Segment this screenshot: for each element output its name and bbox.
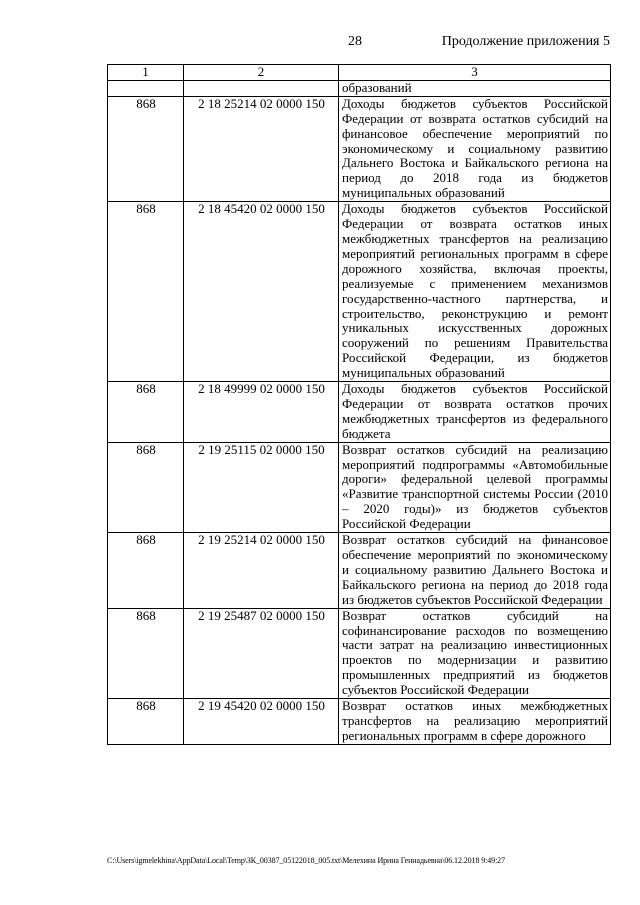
column-number: 1 [108, 65, 184, 81]
continued-description: образований [339, 80, 611, 96]
column-number-row [108, 65, 611, 81]
budget-code-cell [184, 80, 339, 96]
budget-code-cell: 2 18 25214 02 0000 150 [184, 96, 339, 201]
column-number: 2 [184, 65, 339, 81]
admin-code-cell: 868 [108, 202, 184, 382]
table-row [108, 442, 611, 532]
table-row [108, 202, 611, 382]
table-row [108, 96, 611, 201]
budget-code-cell: 2 18 49999 02 0000 150 [184, 382, 339, 443]
budget-code-cell: 2 18 45420 02 0000 150 [184, 202, 339, 382]
table-row [108, 533, 611, 609]
description-cell: Возврат остатков субсидий на реализацию мероприятий подпрограммы «Автомобильные дороги» федеральной целевой программы «Развитие транспортной системы России (2010 – 2020 годы)» из бюджетов субъектов Российской Федерации [339, 442, 611, 532]
admin-code-cell: 868 [108, 699, 184, 745]
table-row [108, 699, 611, 745]
column-number: 3 [339, 65, 611, 81]
budget-code-cell: 2 19 25115 02 0000 150 [184, 442, 339, 532]
admin-code-cell: 868 [108, 442, 184, 532]
description-cell: Возврат остатков субсидий на софинансирование расходов по возмещению части затрат на реализацию инвестиционных проектов по модернизации и развитию промышленных предприятий из бюджетов субъектов Российской Федерации [339, 608, 611, 698]
admin-code-cell: 868 [108, 382, 184, 443]
admin-code-cell [108, 80, 184, 96]
description-cell: Доходы бюджетов субъектов Российской Федерации от возврата остатков субсидий на финансовое обеспечение мероприятий по экономическому и социальному развитию Дальнего Востока и Байкальского региона на период до 2018 года из бюджетов муниципальных образований [339, 96, 611, 201]
continuation-note: Продолжение приложения 5 [441, 34, 610, 49]
description-cell: Возврат остатков субсидий на финансовое обеспечение мероприятий по экономическому и социальному развитию Дальнего Востока и Байкальского региона на период до 2018 года из бюджетов субъектов Российской Федерации [339, 533, 611, 609]
description-cell: Возврат остатков иных межбюджетных трансфертов на реализацию мероприятий региональных программ в сфере дорожного [339, 699, 611, 745]
budget-code-cell: 2 19 25214 02 0000 150 [184, 533, 339, 609]
table-row [108, 382, 611, 443]
admin-code-cell: 868 [108, 608, 184, 698]
admin-code-cell: 868 [108, 533, 184, 609]
appendix-table [107, 64, 611, 745]
admin-code-cell: 868 [108, 96, 184, 201]
description-cell: Доходы бюджетов субъектов Российской Федерации от возврата остатков прочих межбюджетных трансфертов из федерального бюджета [339, 382, 611, 443]
description-cell: Доходы бюджетов субъектов Российской Федерации от возврата остатков иных межбюджетных трансфертов на реализацию мероприятий региональных программ в сфере дорожного хозяйства, включая проекты, реализуемые с применением механизмов государственно-частного партнерства, и строительство, реконструкцию и ремонт уникальных искусственных дорожных сооружений по решениям Правительства Российской Федерации, из бюджетов муниципальных образований [339, 202, 611, 382]
table-row [108, 608, 611, 698]
file-path-footer: C:\Users\igmelekhina\AppData\Local\Temp\ЗК_00387_05122018_005.txt\Мелехина Ирина Геннадьевна\06.12.2018 9:49:27 [107, 856, 505, 865]
continued-row [108, 80, 611, 96]
budget-code-cell: 2 19 45420 02 0000 150 [184, 699, 339, 745]
page-number: 28 [348, 34, 362, 49]
budget-code-cell: 2 19 25487 02 0000 150 [184, 608, 339, 698]
